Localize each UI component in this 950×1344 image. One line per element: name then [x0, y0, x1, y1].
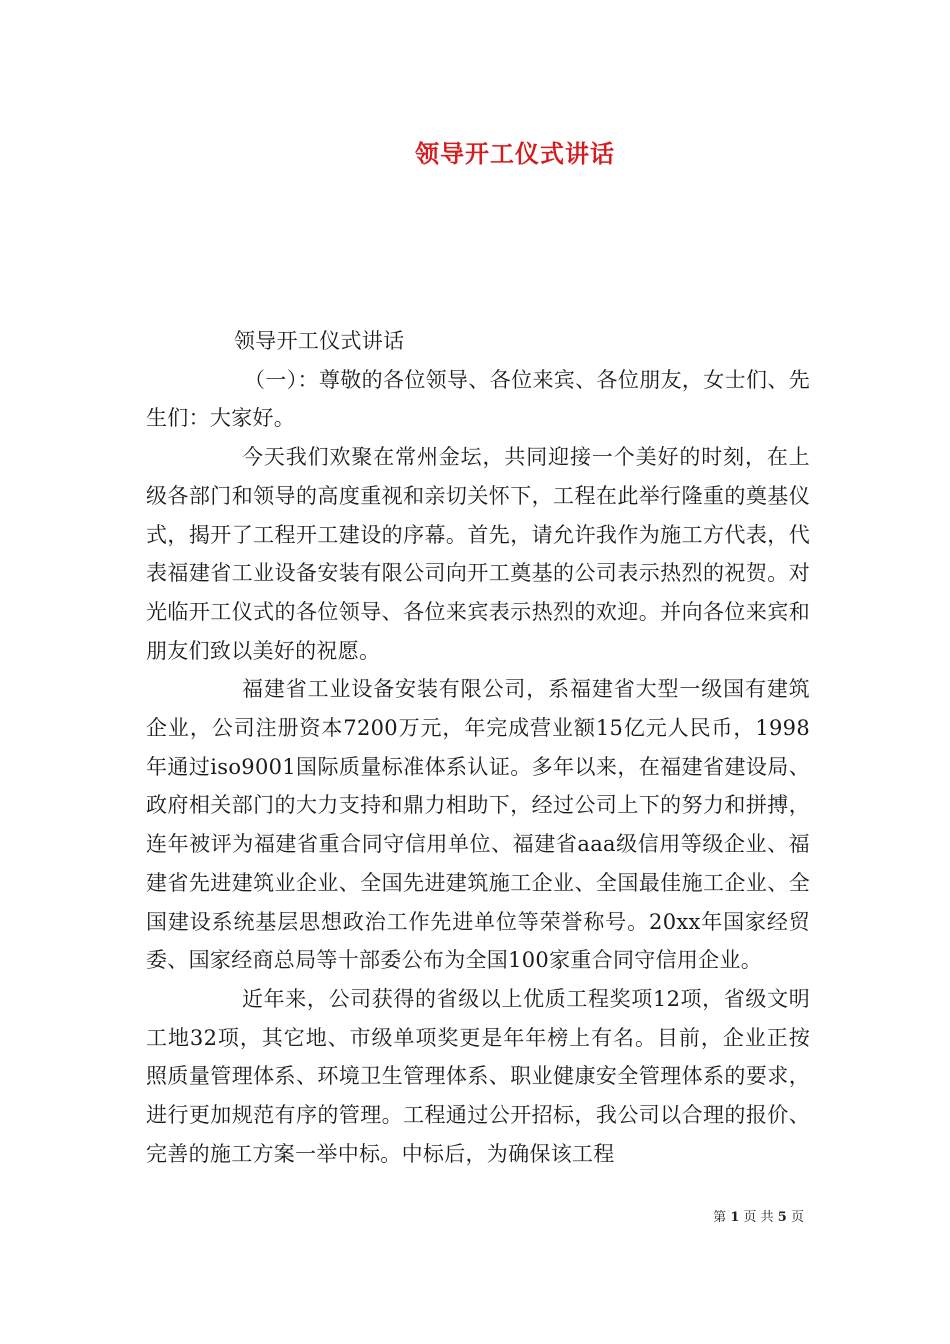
body-paragraph-1: 今天我们欢聚在常州金坛，共同迎接一个美好的时刻，在上级各部门和领导的高度重视和亲切关怀下，工程在此举行隆重的奠基仪式，揭开了工程开工建设的序幕。首先，请允许我作为施工方代表，代表福建省工业设备安装有限公司向开工奠基的公司表示热烈的祝贺。对光临开工仪式的各位领导、各位来宾表示热烈的欢迎。并向各位来宾和朋友们致以美好的祝愿。 [146, 445, 810, 663]
document-title: 领导开工仪式讲话 [415, 139, 615, 168]
footer-prefix: 第 [713, 1210, 727, 1225]
footer-current-page: 1 [730, 1210, 740, 1225]
footer-middle: 页 共 [743, 1210, 774, 1225]
document-body [146, 322, 810, 1173]
page-number-footer [713, 1206, 804, 1225]
body-paragraph-2: 福建省工业设备安装有限公司，系福建省大型一级国有建筑企业，公司注册资本7200万元，年完成营业额15亿元人民币，1998年通过iso9001国际质量标准体系认证。多年以来，在福建省建设局、政府相关部门的大力支持和鼎力相助下，经过公司上下的努力和拼搏，连年被评为福建省重合同守信用单位、福建省aaa级信用等级企业、福建省先进建筑业企业、全国先进建筑施工企业、全国最佳施工企业、全国建设系统基层思想政治工作先进单位等荣誉称号。20xx年国家经贸委、国家经商总局等十部委公布为全国100家重合同守信用企业。 [146, 677, 810, 973]
footer-suffix: 页 [790, 1210, 804, 1225]
body-paragraph-3: 近年来，公司获得的省级以上优质工程奖项12项，省级文明工地32项，其它地、市级单项奖更是年年榜上有名。目前，企业正按照质量管理体系、环境卫生管理体系、职业健康安全管理体系的要求，进行更加规范有序的管理。工程通过公开招标，我公司以合理的报价、完善的施工方案一举中标。中标后，为确保该工程 [146, 986, 810, 1166]
salutation-paragraph: （一）：尊敬的各位领导、各位来宾、各位朋友，女士们、先生们：大家好。 [146, 367, 810, 431]
section-heading: 领导开工仪式讲话 [234, 329, 405, 353]
footer-total-pages: 5 [777, 1210, 787, 1225]
